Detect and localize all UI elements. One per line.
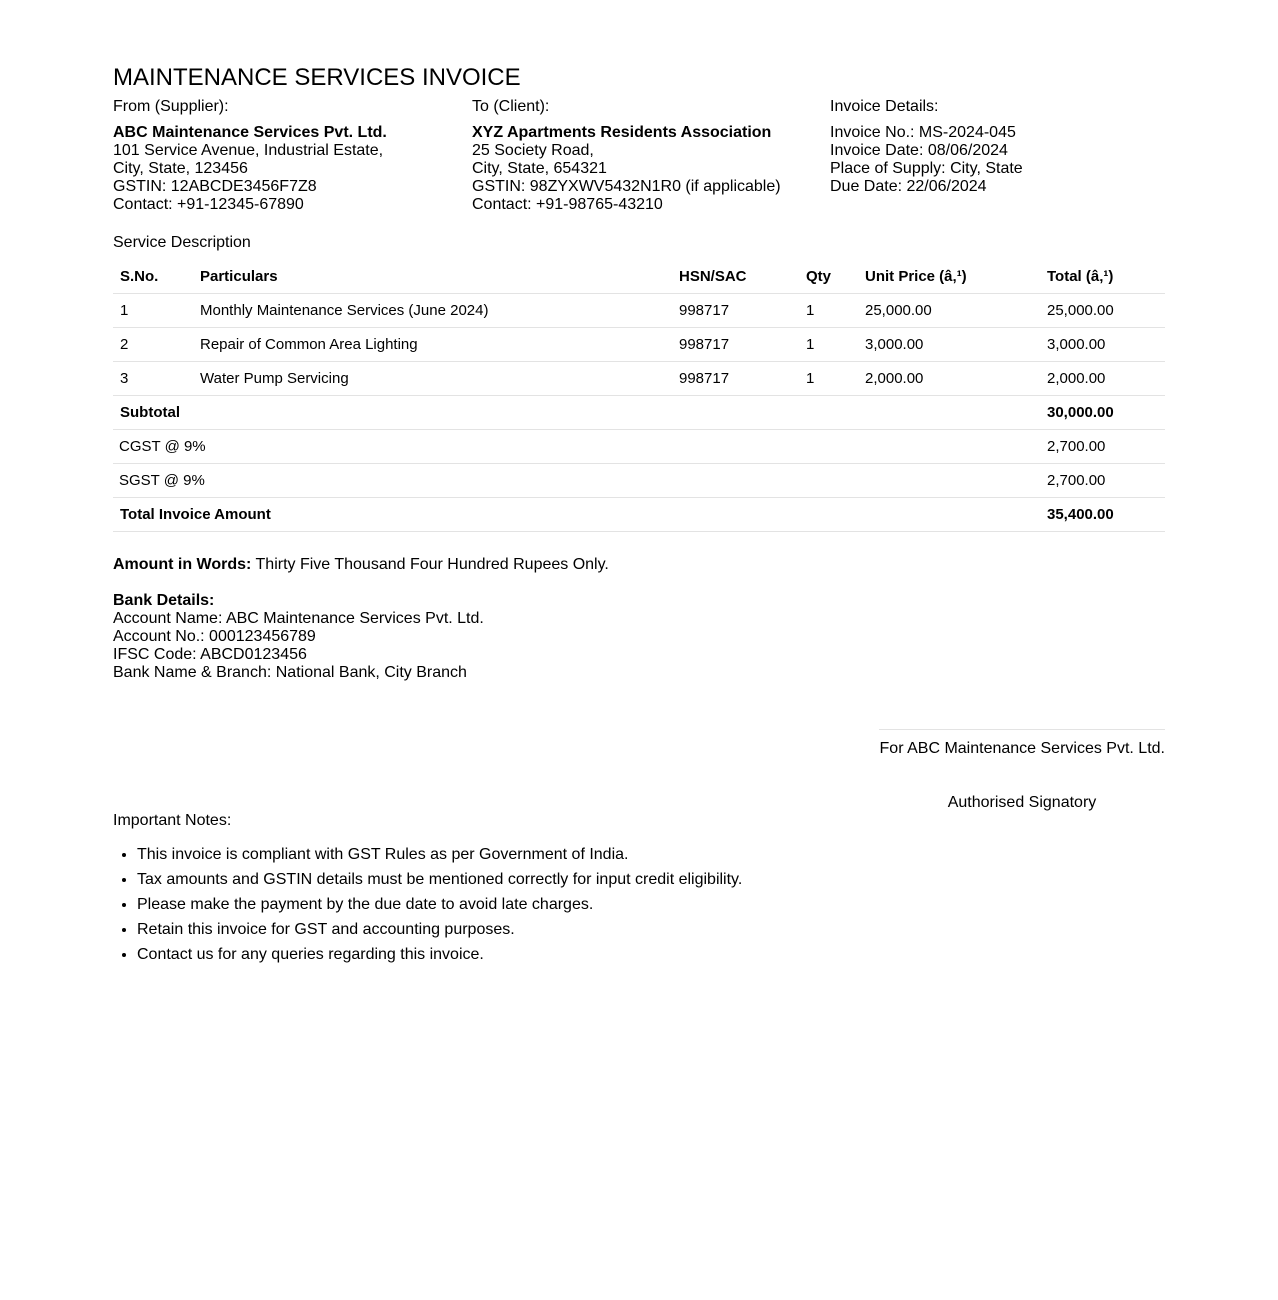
notes-list	[113, 846, 742, 971]
supplier-gstin: GSTIN: 12ABCDE3456F7Z8	[113, 178, 317, 195]
cell-sno: 3	[113, 362, 193, 396]
signature-divider	[879, 729, 1165, 730]
cell-hsn: 998717	[672, 328, 799, 362]
client-contact: Contact: +91-98765-43210	[472, 196, 663, 213]
cgst-row	[113, 430, 1165, 464]
grand-total-value: 35,400.00	[1040, 498, 1165, 532]
table-header-row	[113, 260, 1165, 294]
list-item: • Retain this invoice for GST and accounting purposes.	[137, 921, 742, 946]
bank-details-heading: Bank Details:	[113, 592, 215, 609]
client-block	[472, 98, 830, 214]
grand-total-label: Total Invoice Amount	[113, 498, 1040, 532]
header-hsn-sac: HSN/SAC	[672, 260, 799, 294]
invoice-number: Invoice No.: MS-2024-045	[830, 124, 1016, 141]
list-item: • Please make the payment by the due date to avoid late charges.	[137, 896, 742, 921]
cell-qty: 1	[799, 294, 858, 328]
invoice-page	[113, 62, 1165, 963]
cell-qty: 1	[799, 328, 858, 362]
invoice-details-heading: Invoice Details:	[830, 98, 939, 115]
cell-particulars: Water Pump Servicing	[193, 362, 672, 396]
notes-heading: Important Notes:	[113, 812, 232, 829]
header-sno: S.No.	[113, 260, 193, 294]
due-date: Due Date: 22/06/2024	[830, 178, 987, 195]
list-item: • This invoice is compliant with GST Rules as per Government of India.	[137, 846, 742, 871]
cell-hsn: 998717	[672, 294, 799, 328]
header-qty: Qty	[799, 260, 858, 294]
header-unit-price: Unit Price (â‚¹)	[858, 260, 1040, 294]
client-address-line-2: City, State, 654321	[472, 160, 607, 177]
subtotal-row	[113, 396, 1165, 430]
party-section	[113, 98, 1165, 214]
subtotal-value: 30,000.00	[1040, 396, 1165, 430]
supplier-address-line-1: 101 Service Avenue, Industrial Estate,	[113, 142, 384, 159]
subtotal-label: Subtotal	[113, 396, 1040, 430]
sgst-label: SGST @ 9%	[113, 464, 1040, 498]
cell-sno: 2	[113, 328, 193, 362]
amount-in-words-value: Thirty Five Thousand Four Hundred Rupees Only.	[255, 556, 609, 573]
cell-particulars: Repair of Common Area Lighting	[193, 328, 672, 362]
invoice-details-block	[830, 98, 1165, 214]
cell-unit-price: 25,000.00	[858, 294, 1040, 328]
client-gstin: GSTIN: 98ZYXWV5432N1R0 (if applicable)	[472, 178, 781, 195]
header-particulars: Particulars	[193, 260, 672, 294]
invoice-date: Invoice Date: 08/06/2024	[830, 142, 1008, 159]
supplier-address-line-2: City, State, 123456	[113, 160, 248, 177]
authorised-signatory: Authorised Signatory	[947, 794, 1097, 811]
cgst-label: CGST @ 9%	[113, 430, 1040, 464]
table-row	[113, 294, 1165, 328]
bank-name-branch: Bank Name & Branch: National Bank, City Branch	[113, 664, 467, 681]
cell-total: 25,000.00	[1040, 294, 1165, 328]
cell-hsn: 998717	[672, 362, 799, 396]
bank-account-number: Account No.: 000123456789	[113, 628, 316, 645]
supplier-heading: From (Supplier):	[113, 98, 229, 115]
cell-sno: 1	[113, 294, 193, 328]
table-row	[113, 362, 1165, 396]
list-item: • Tax amounts and GSTIN details must be mentioned correctly for input credit eligibility.	[137, 871, 742, 896]
sgst-row	[113, 464, 1165, 498]
bank-ifsc-code: IFSC Code: ABCD0123456	[113, 646, 307, 663]
cell-total: 3,000.00	[1040, 328, 1165, 362]
service-description-label: Service Description	[113, 234, 251, 251]
header-total: Total (â‚¹)	[1040, 260, 1165, 294]
supplier-block	[113, 98, 472, 214]
grand-total-row	[113, 498, 1165, 532]
cell-unit-price: 2,000.00	[858, 362, 1040, 396]
supplier-contact: Contact: +91-12345-67890	[113, 196, 304, 213]
services-table	[113, 260, 1165, 532]
invoice-title: MAINTENANCE SERVICES INVOICE	[113, 64, 521, 91]
client-heading: To (Client):	[472, 98, 550, 115]
cgst-value: 2,700.00	[1040, 430, 1165, 464]
client-name: XYZ Apartments Residents Association	[472, 124, 772, 141]
amount-in-words	[113, 556, 1165, 574]
cell-qty: 1	[799, 362, 858, 396]
place-of-supply: Place of Supply: City, State	[830, 160, 1023, 177]
bank-details	[113, 592, 1165, 682]
cell-total: 2,000.00	[1040, 362, 1165, 396]
client-address-line-1: 25 Society Road,	[472, 142, 594, 159]
signature-block	[879, 729, 1165, 812]
bank-account-name: Account Name: ABC Maintenance Services Pvt. Ltd.	[113, 610, 484, 627]
list-item: • Contact us for any queries regarding this invoice.	[137, 946, 742, 971]
table-row	[113, 328, 1165, 362]
signature-company: For ABC Maintenance Services Pvt. Ltd.	[879, 740, 1165, 757]
cell-unit-price: 3,000.00	[858, 328, 1040, 362]
cell-particulars: Monthly Maintenance Services (June 2024)	[193, 294, 672, 328]
amount-in-words-label: Amount in Words:	[113, 556, 252, 573]
sgst-value: 2,700.00	[1040, 464, 1165, 498]
supplier-name: ABC Maintenance Services Pvt. Ltd.	[113, 124, 387, 141]
